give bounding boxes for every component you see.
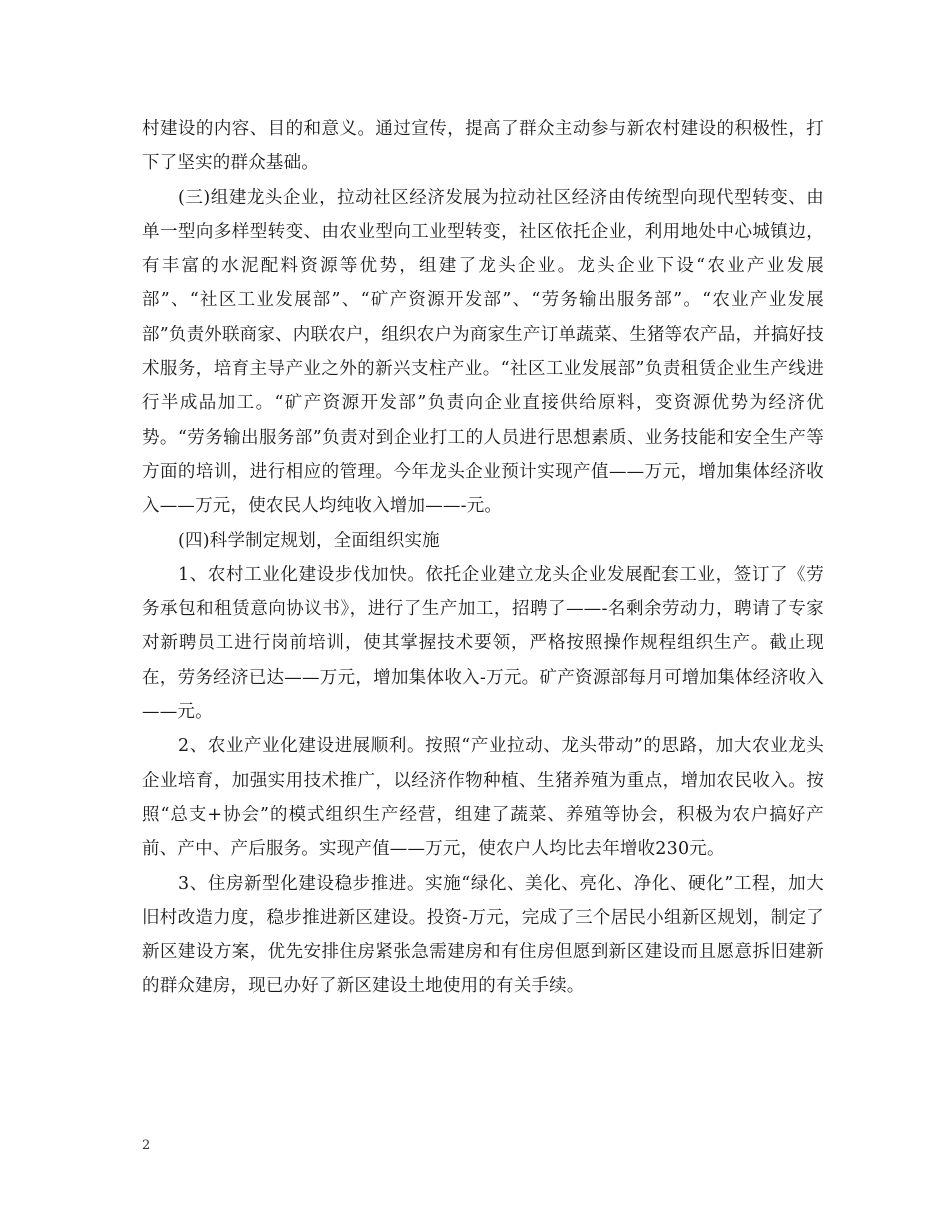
paragraph-5: 2、农业产业化建设进展顺利。按照“产业拉动、龙头带动”的思路，加大农业龙头企业培育，加强实用技术推广，以经济作物种植、生猪养殖为重点，增加农民收入。按照“总支+协会”的模式组织生产经营，组建了蔬菜、养殖等协会，积极为农户搞好产前、产中、产后服务。实现产值——万元，使农户人均比去年增收230元。	[142, 736, 824, 860]
page-number: 2	[142, 1138, 151, 1153]
paragraph-4: 1、农村工业化建设步伐加快。依托企业建立龙头企业发展配套工业，签订了《劳务承包和租赁意向协议书》，进行了生产加工，招聘了——-名剩余劳动力，聘请了专家对新聘员工进行岗前培训，使其掌握技术要领，严格按照操作规程组织生产。截止现在，劳务经济已达——万元，增加集体收入-万元。矿产资源部每月可增加集体经济收入——元。	[142, 564, 824, 723]
paragraph-3: (四)科学制定规划，全面组织实施	[178, 530, 440, 551]
document-body	[142, 112, 824, 1004]
paragraph-6: 3、住房新型化建设稳步推进。实施“绿化、美化、亮化、净化、硬化”工程，加大旧村改造力度，稳步推进新区建设。投资-万元，完成了三个居民小组新区规划，制定了新区建设方案，优先安排住房紧张急需建房和有住房但愿到新区建设而且愿意拆旧建新的群众建房，现已办好了新区建设土地使用的有关手续。	[142, 873, 824, 997]
paragraph-2: (三)组建龙头企业，拉动社区经济发展为拉动社区经济由传统型向现代型转变、由单一型向多样型转变、由农业型向工业型转变，社区依托企业，利用地处中心城镇边，有丰富的水泥配料资源等优势，组建了龙头企业。龙头企业下设“农业产业发展部”、“社区工业发展部”、“矿产资源开发部”、“劳务输出服务部”。“农业产业发展部”负责外联商家、内联农户，组织农户为商家生产订单蔬菜、生猪等农产品，并搞好技术服务，培育主导产业之外的新兴支柱产业。“社区工业发展部”负责租赁企业生产线进行半成品加工。“矿产资源开发部”负责向企业直接供给原料，变资源优势为经济优势。“劳务输出服务部”负责对到企业打工的人员进行思想素质、业务技能和安全生产等方面的培训，进行相应的管理。今年龙头企业预计实现产值——万元，增加集体经济收入——万元，使农民人均纯收入增加——-元。	[142, 187, 824, 517]
paragraph-1: 村建设的内容、目的和意义。通过宣传，提高了群众主动参与新农村建设的积极性，打下了坚实的群众基础。	[142, 119, 824, 174]
